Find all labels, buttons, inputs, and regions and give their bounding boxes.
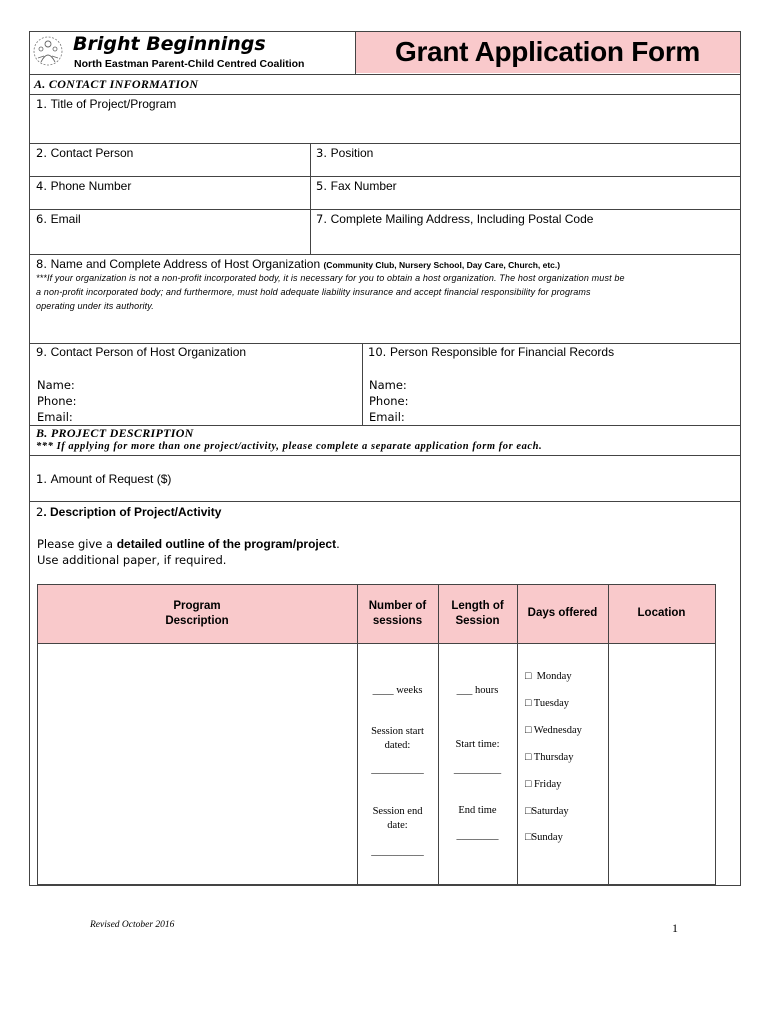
day-checkbox-friday[interactable]: □ Friday	[525, 779, 562, 790]
host-contact-details	[37, 377, 77, 425]
checkbox-icon: □	[525, 671, 532, 682]
field-8-host-org-label: 8. Name and Complete Address of Host Organization (Community Club, Nursery School, Day Care, Church, etc.)	[36, 257, 561, 271]
program-description-input[interactable]	[38, 644, 357, 884]
session-end-date-label: Session end date:	[372, 806, 423, 831]
page-number: 1	[672, 921, 678, 935]
col-header-length-of-session: Length of Session	[451, 600, 504, 627]
checkbox-icon: □	[525, 806, 532, 817]
org-subtitle: North Eastman Parent-Child Centred Coalition	[74, 58, 305, 70]
checkbox-icon: □	[525, 698, 532, 709]
checkbox-icon: □	[525, 832, 532, 843]
family-tree-logo-icon	[31, 34, 65, 70]
col-header-days-offered: Days offered	[527, 607, 598, 619]
hours-field[interactable]: ___ hours	[456, 685, 499, 696]
form-title: Grant Application Form	[394, 36, 701, 67]
weeks-field[interactable]: ____ weeks	[372, 685, 423, 696]
day-checkbox-saturday[interactable]: □Saturday	[525, 806, 569, 817]
day-checkbox-monday[interactable]: □ Monday	[525, 671, 572, 682]
field-10-financial-records-label: 10. Person Responsible for Financial Records	[368, 345, 615, 359]
end-time-field[interactable]: ________	[456, 830, 499, 841]
section-a-heading: A. CONTACT INFORMATION	[34, 77, 199, 91]
checkbox-icon: □	[525, 779, 532, 790]
field-7-mailing-address-label: 7. Complete Mailing Address, Including Postal Code	[316, 212, 594, 226]
revised-date: Revised October 2016	[90, 920, 175, 930]
program-table	[37, 584, 715, 884]
field-9-host-contact-label: 9. Contact Person of Host Organization	[36, 345, 247, 359]
day-checkbox-sunday[interactable]: □Sunday	[525, 832, 563, 843]
field-2-contact-person-label: 2. Contact Person	[36, 146, 134, 160]
financial-phone-label: Phone:	[369, 394, 409, 408]
financial-contact-details	[369, 377, 409, 425]
start-time-label: Start time:	[455, 739, 500, 750]
host-org-note: ***If your organization is not a non-profit incorporated body, it is necessary for you to obtain a host organization. The host organization must be a non-profit incorporated body; and furthermore, must hold adequate liability insurance and accept financial responsibility for programs operating under its authority.	[36, 273, 625, 311]
session-end-date-field[interactable]: __________	[371, 846, 424, 857]
col-header-location: Location	[637, 607, 686, 619]
day-checkbox-thursday[interactable]: □ Thursday	[525, 752, 574, 763]
host-name-label: Name:	[37, 378, 75, 392]
additional-paper-note: Use additional paper, if required.	[37, 553, 227, 567]
section-b-heading: B. PROJECT DESCRIPTION	[36, 426, 194, 440]
field-b1-amount-label: 1. Amount of Request ($)	[36, 472, 172, 486]
host-email-label: Email:	[37, 410, 73, 424]
outline-instruction: Please give a detailed outline of the program/project.	[37, 537, 340, 551]
checkbox-icon: □	[525, 725, 532, 736]
field-5-fax-label: 5. Fax Number	[316, 179, 397, 193]
field-6-email-label: 6. Email	[36, 212, 81, 226]
section-b-note: *** If applying for more than one project/activity, please complete a separate application form for each.	[36, 441, 543, 452]
session-start-date-field[interactable]: __________	[371, 764, 424, 775]
checkbox-icon: □	[525, 752, 532, 763]
financial-name-label: Name:	[369, 378, 407, 392]
field-1-title-input[interactable]	[30, 112, 740, 142]
start-time-field[interactable]: _________	[453, 764, 502, 775]
field-3-position-label: 3. Position	[316, 146, 374, 160]
col-header-program-description: Program Description	[165, 600, 229, 627]
day-checkbox-tuesday[interactable]: □ Tuesday	[525, 698, 569, 709]
end-time-label: End time	[458, 805, 497, 816]
org-name: Bright Beginnings	[73, 33, 266, 55]
session-start-date-label: Session start dated:	[371, 726, 424, 751]
location-input[interactable]	[609, 644, 715, 884]
financial-email-label: Email:	[369, 410, 405, 424]
col-header-number-of-sessions: Number of sessions	[368, 600, 427, 627]
field-1-title-label: 1. Title of Project/Program	[36, 97, 177, 111]
field-4-phone-label: 4. Phone Number	[36, 179, 132, 193]
day-checkbox-wednesday[interactable]: □ Wednesday	[525, 725, 582, 736]
field-b2-description-label: 2. Description of Project/Activity	[36, 505, 222, 519]
host-phone-label: Phone:	[37, 394, 77, 408]
